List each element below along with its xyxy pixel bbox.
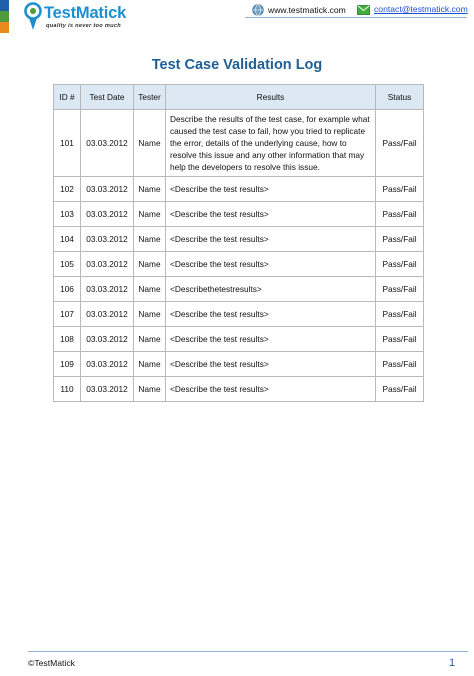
cell-tester: Name	[134, 252, 166, 277]
cell-results: <Describe the test results>	[166, 202, 376, 227]
cell-status: Pass/Fail	[376, 227, 424, 252]
footer-divider	[28, 651, 468, 652]
cell-status: Pass/Fail	[376, 110, 424, 177]
brand-name: TestMatick	[44, 4, 127, 22]
cell-date: 03.03.2012	[81, 227, 134, 252]
result-line: help the developers to resolve this issue.	[170, 162, 320, 173]
result-line: resolve this issue and any other information that may	[170, 150, 365, 161]
cell-id: 103	[54, 202, 81, 227]
table-header-row	[54, 85, 424, 110]
cell-tester: Name	[134, 110, 166, 177]
cell-results: <Describethetestresults>	[166, 277, 376, 302]
website-contact[interactable]	[252, 4, 346, 16]
table-row	[54, 302, 424, 327]
col-header-status: Status	[376, 85, 424, 110]
cell-date: 03.03.2012	[81, 352, 134, 377]
cell-id: 108	[54, 327, 81, 352]
table-row	[54, 177, 424, 202]
table-row	[54, 252, 424, 277]
result-line: the error, details of the underlying cause, how to	[170, 137, 347, 148]
cell-status: Pass/Fail	[376, 377, 424, 402]
cell-tester: Name	[134, 302, 166, 327]
cell-date: 03.03.2012	[81, 377, 134, 402]
cell-results: <Describe the test results>	[166, 327, 376, 352]
table-row	[54, 110, 424, 177]
table-row	[54, 327, 424, 352]
result-line: caused the test case to fail, how you tried to replicate	[170, 125, 366, 136]
website-link[interactable]: www.testmatick.com	[268, 5, 346, 15]
cell-status: Pass/Fail	[376, 202, 424, 227]
cell-results: <Describe the test results>	[166, 302, 376, 327]
cell-results: <Describe the test results>	[166, 227, 376, 252]
test-case-log-table	[53, 84, 424, 402]
cell-tester: Name	[134, 227, 166, 252]
page-number: 1	[449, 657, 456, 669]
cell-date: 03.03.2012	[81, 252, 134, 277]
cell-id: 101	[54, 110, 81, 177]
cell-results: <Describe the test results>	[166, 177, 376, 202]
col-header-results: Results	[166, 85, 376, 110]
cell-status: Pass/Fail	[376, 277, 424, 302]
result-line: Describe the results of the test case, for example what	[170, 113, 370, 124]
cell-tester: Name	[134, 177, 166, 202]
cell-status: Pass/Fail	[376, 352, 424, 377]
footer-copyright: ©TestMatick	[28, 658, 75, 668]
cell-results: <Describe the test results>	[166, 377, 376, 402]
cell-date: 03.03.2012	[81, 327, 134, 352]
cell-tester: Name	[134, 352, 166, 377]
cell-id: 104	[54, 227, 81, 252]
cell-id: 102	[54, 177, 81, 202]
table-row	[54, 202, 424, 227]
email-contact[interactable]	[357, 4, 468, 15]
col-header-id: ID #	[54, 85, 81, 110]
testmatick-logo-mark-icon	[22, 2, 44, 32]
cell-status: Pass/Fail	[376, 302, 424, 327]
cell-date: 03.03.2012	[81, 177, 134, 202]
table-row	[54, 377, 424, 402]
table-row	[54, 227, 424, 252]
cell-id: 106	[54, 277, 81, 302]
cell-date: 03.03.2012	[81, 110, 134, 177]
cell-id: 110	[54, 377, 81, 402]
cell-tester: Name	[134, 327, 166, 352]
col-header-tester: Tester	[134, 85, 166, 110]
cell-status: Pass/Fail	[376, 252, 424, 277]
table-row	[54, 277, 424, 302]
cell-date: 03.03.2012	[81, 202, 134, 227]
cell-status: Pass/Fail	[376, 177, 424, 202]
cell-id: 109	[54, 352, 81, 377]
table-row	[54, 352, 424, 377]
brand-tagline: quality is never too much	[46, 23, 121, 29]
cell-results: <Describe the test results>	[166, 352, 376, 377]
email-link[interactable]: contact@testmatick.com	[374, 4, 468, 14]
envelope-icon	[357, 5, 370, 15]
cell-date: 03.03.2012	[81, 277, 134, 302]
brand-accent-bar	[0, 0, 9, 33]
cell-tester: Name	[134, 377, 166, 402]
cell-id: 105	[54, 252, 81, 277]
header-divider	[245, 17, 467, 18]
cell-results	[166, 110, 376, 177]
page-title: Test Case Validation Log	[151, 57, 323, 73]
cell-tester: Name	[134, 277, 166, 302]
cell-date: 03.03.2012	[81, 302, 134, 327]
cell-status: Pass/Fail	[376, 327, 424, 352]
cell-id: 107	[54, 302, 81, 327]
brand-logo[interactable]	[22, 2, 132, 32]
col-header-test-date: Test Date	[81, 85, 134, 110]
cell-tester: Name	[134, 202, 166, 227]
globe-icon	[252, 4, 264, 16]
cell-results: <Describe the test results>	[166, 252, 376, 277]
